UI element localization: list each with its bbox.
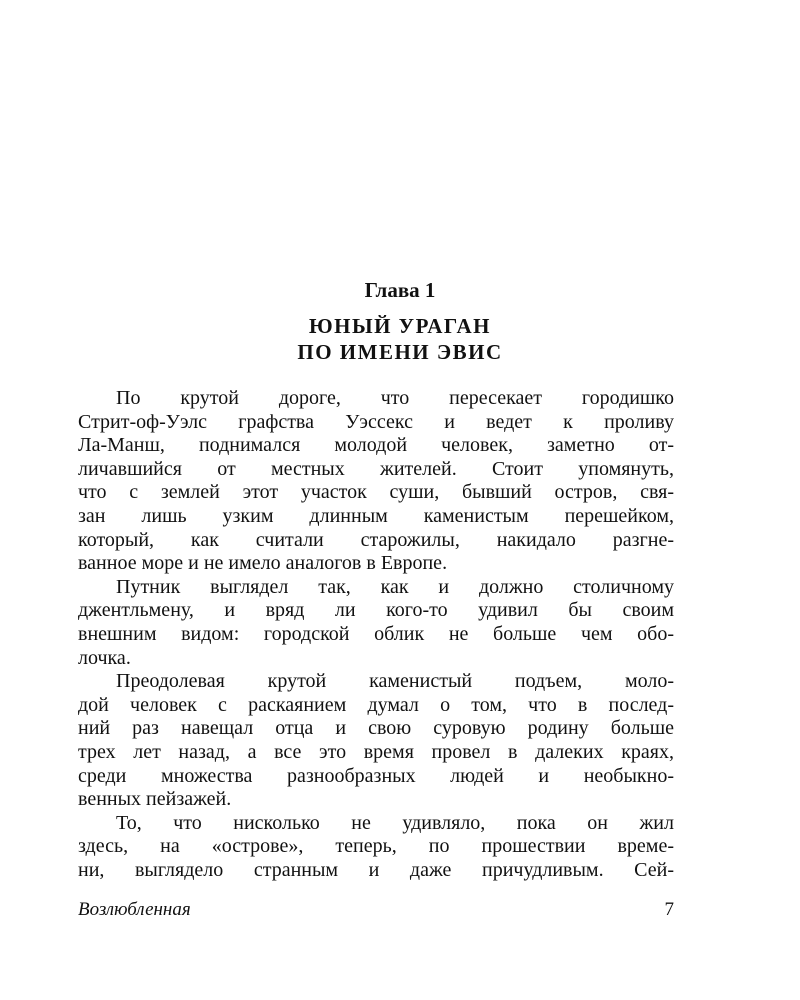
text-line: лочка. [78, 646, 131, 669]
text-line: венных пейзажей. [78, 788, 232, 811]
text-line: здесь, на «острове», теперь, по прошествии време- [78, 835, 674, 858]
text-line: Путник выглядел так, как и должно столичному [116, 575, 674, 598]
chapter-title-line: ПО ИМЕНИ ЭВИС [297, 340, 503, 364]
text-line: По крутой дороге, что пересекает городишко [116, 387, 674, 409]
text-line: Ла-Манш, поднимался молодой человек, заметно от- [78, 434, 674, 457]
text-line: зан лишь узким длинным каменистым перешейком, [78, 504, 674, 527]
chapter-label: Глава 1 [364, 278, 436, 302]
text-line: ни, выглядело странным и даже причудливым. Сей- [78, 858, 674, 881]
paragraph [78, 670, 674, 812]
text-line: который, как считали старожилы, накидало разгне- [78, 528, 674, 551]
running-title: Возлюбленная [78, 899, 191, 920]
text-line: что с землей этот участок суши, бывший остров, свя- [78, 481, 674, 504]
paragraph [78, 387, 674, 576]
text-line: дой человек с раскаянием думал о том, что в послед- [78, 693, 674, 716]
text-line: ванное море и не имело аналогов в Европе. [78, 552, 448, 575]
body-text [78, 387, 674, 882]
chapter-title-line: ЮНЫЙ УРАГАН [309, 314, 491, 338]
text-line: личавшийся от местных жителей. Стоит упомянуть, [78, 457, 674, 480]
text-line: То, что нисколько не удивляло, пока он жил [116, 811, 674, 834]
page-footer [78, 898, 674, 922]
text-line: ний раз навещал отца и свою суровую родину больше [78, 717, 674, 740]
text-line: Преодолевая крутой каменистый подъем, моло- [116, 670, 674, 693]
text-line: джентльмену, и вряд ли кого-то удивил бы своим [78, 599, 674, 622]
text-line: трех лет назад, а все это время провел в далеких краях, [78, 740, 674, 763]
page-number: 7 [664, 899, 674, 920]
text-line: Стрит-оф-Уэлс графства Уэссекс и ведет к проливу [78, 410, 674, 433]
paragraph [78, 576, 674, 670]
chapter-title [0, 313, 800, 365]
text-line: среди множества разнообразных людей и необыкно- [78, 764, 674, 787]
paragraph [78, 812, 674, 883]
text-line: внешним видом: городской облик не больше чем обо- [78, 622, 674, 645]
